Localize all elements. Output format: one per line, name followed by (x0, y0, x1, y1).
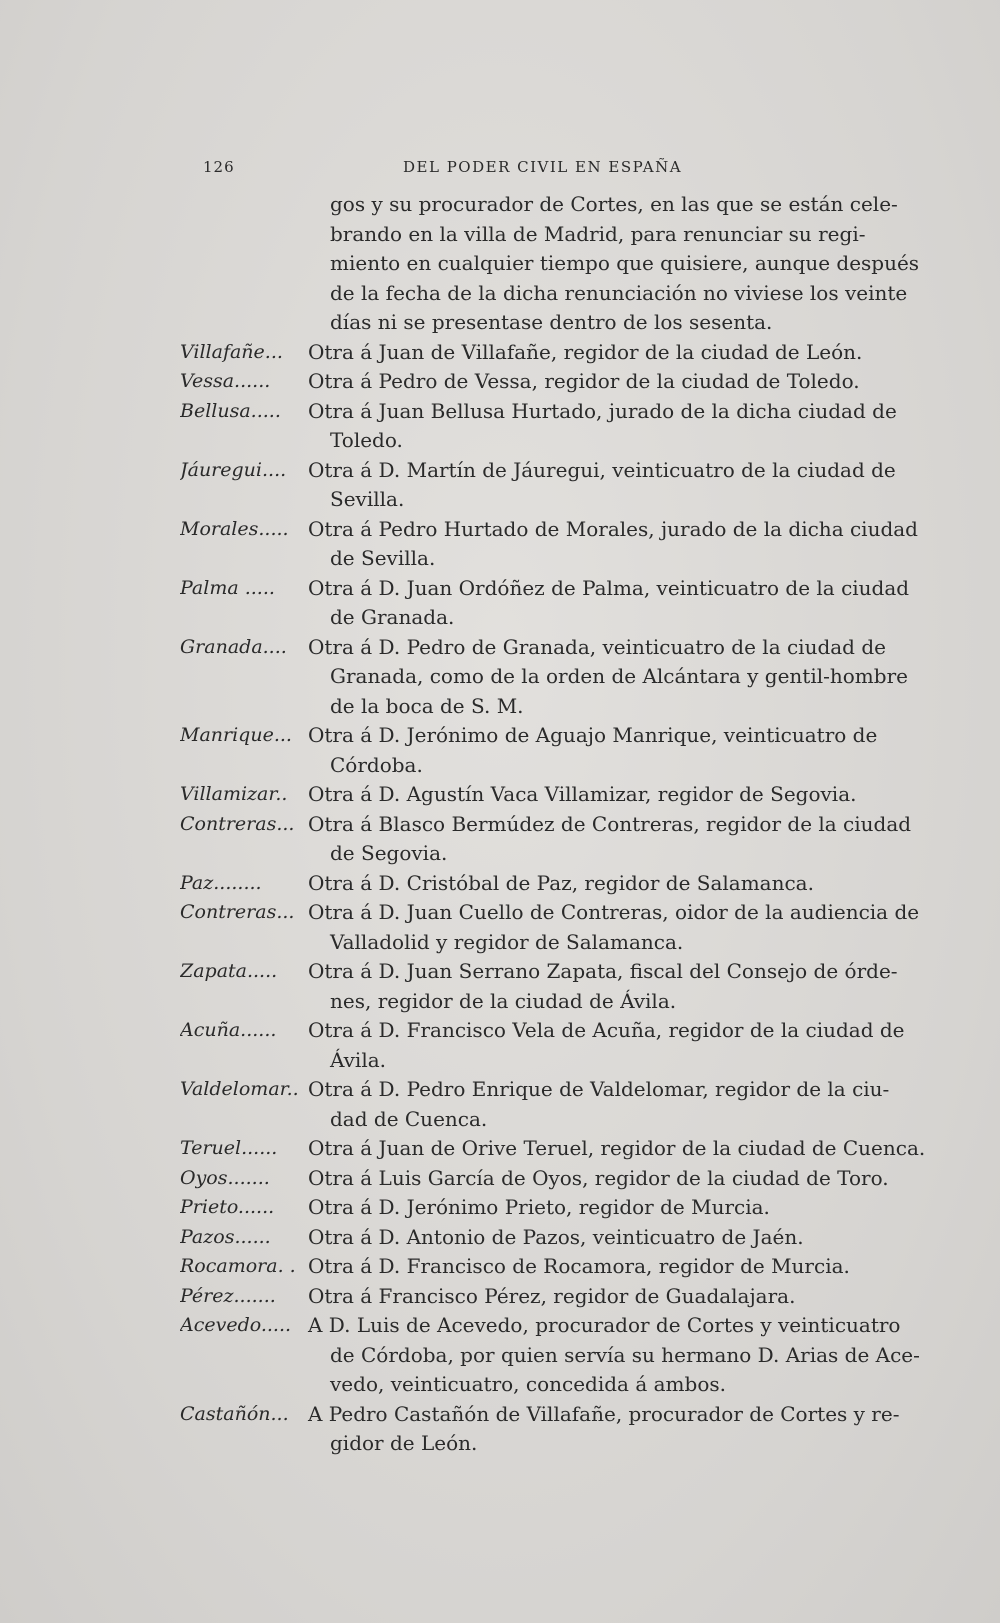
entry-line: Otra á D. Juan Cuello de Contreras, oidor de la audiencia de (308, 900, 920, 924)
entry-line: Otra á Juan de Villafañe, regidor de la ciudad de León. (308, 339, 863, 364)
margin-surname: Villamizar.. (180, 783, 288, 805)
entry-row (180, 810, 912, 869)
intro-line: miento en cualquier tiempo que quisiere, aunque después (330, 251, 920, 275)
margin-surname: Bellusa..... (180, 399, 281, 422)
entry-line: Otra á D. Martín de Jáuregui, veinticuatro de la ciudad de (308, 457, 896, 482)
entry-line: Otra á D. Juan Serrano Zapata, fiscal del Consejo de órde- (308, 959, 898, 983)
entry-text (308, 780, 880, 810)
entry-line: Otra á D. Jerónimo de Aguajo Manrique, veinticuatro de (308, 723, 878, 747)
entry-text (308, 456, 896, 515)
entry-text (308, 633, 908, 722)
margin-surname: Valdelomar.. (180, 1078, 299, 1100)
entry-row (180, 1282, 880, 1312)
entry-line: dad de Cuenca. (330, 1106, 488, 1131)
entry-line: Otra á Pedro de Vessa, regidor de la ciudad de Toledo. (308, 369, 860, 393)
entry-row (180, 367, 880, 397)
entry-text (308, 1164, 889, 1194)
entry-text (308, 1252, 880, 1282)
intro-line: brando en la villa de Madrid, para renunciar su regi- (330, 221, 866, 246)
entry-text (308, 1223, 880, 1253)
entry-row (180, 1223, 880, 1253)
entry-line: Otra á Luis García de Oyos, regidor de la ciudad de Toro. (308, 1165, 889, 1190)
entry-text (308, 898, 920, 957)
entry-line: de Sevilla. (330, 546, 436, 570)
entry-row (180, 898, 920, 957)
entry-text (308, 1282, 880, 1312)
margin-surname: Contreras... (180, 901, 295, 923)
entry-line: Valladolid y regidor de Salamanca. (330, 929, 684, 954)
margin-surname: Contreras... (180, 812, 295, 835)
entry-text (308, 397, 897, 456)
margin-surname: Rocamora. . (180, 1255, 296, 1277)
entry-line: A D. Luis de Acevedo, procurador de Cortes y veinticuatro (308, 1313, 901, 1337)
entry-row (180, 1075, 890, 1134)
entry-row (180, 633, 908, 722)
page-number: 126 (203, 158, 235, 176)
entry-row (180, 456, 896, 515)
margin-surname: Teruel...... (180, 1137, 278, 1159)
entry-line: Otra á D. Jerónimo Prieto, regidor de Murcia. (308, 1195, 770, 1219)
entry-row (180, 515, 918, 574)
intro-line: gos y su procurador de Cortes, en las que se están cele- (330, 192, 898, 216)
entry-text (308, 367, 880, 397)
entry-text (308, 957, 898, 1016)
margin-surname: Pérez....... (180, 1284, 276, 1307)
entry-row (180, 1164, 889, 1194)
entry-row (180, 869, 880, 899)
entry-row (180, 1311, 920, 1400)
entry-text (308, 574, 910, 633)
entry-text (308, 1400, 900, 1459)
entry-line: Otra á Blasco Bermúdez de Contreras, regidor de la ciudad (308, 811, 912, 836)
entry-line: Granada, como de la orden de Alcántara y gentil-hombre (330, 664, 908, 688)
entry-row (180, 780, 880, 810)
margin-surname: Castañón... (180, 1402, 289, 1425)
margin-surname: Palma ..... (180, 576, 275, 599)
margin-surname: Manrique... (180, 724, 292, 746)
entry-line: Otra á Juan Bellusa Hurtado, jurado de la dicha ciudad de (308, 398, 897, 423)
entry-text (308, 721, 880, 780)
entry-row (180, 957, 898, 1016)
entry-line: nes, regidor de la ciudad de Ávila. (330, 988, 677, 1013)
margin-surname: Prieto...... (180, 1196, 275, 1218)
running-title: DEL PODER CIVIL EN ESPAÑA (403, 158, 683, 176)
entry-line: Otra á D. Cristóbal de Paz, regidor de Salamanca. (308, 870, 814, 895)
body-text (180, 190, 926, 1459)
entry-text (308, 810, 912, 869)
margin-surname: Morales..... (180, 517, 289, 540)
margin-surname: Paz........ (180, 871, 262, 894)
entry-line: Otra á Francisco Pérez, regidor de Guadalajara. (308, 1283, 796, 1308)
entry-text (308, 515, 918, 574)
entry-row (180, 397, 897, 456)
running-head (203, 158, 963, 182)
margin-surname: Acuña...... (180, 1019, 277, 1041)
margin-surname: Villafañe... (180, 340, 283, 363)
intro-line: días ni se presentase dentro de los sesenta. (330, 310, 773, 334)
entry-text (308, 1134, 926, 1164)
margin-surname: Pazos...... (180, 1225, 271, 1248)
entry-row (180, 1016, 905, 1075)
entry-line: A Pedro Castañón de Villafañe, procurador de Cortes y re- (308, 1401, 900, 1426)
entry-line: Toledo. (330, 428, 403, 452)
entry-line: Otra á D. Antonio de Pazos, veinticuatro de Jaén. (308, 1224, 804, 1249)
entry-text (308, 1193, 880, 1223)
margin-surname: Oyos....... (180, 1166, 270, 1189)
entry-text (308, 1016, 905, 1075)
entry-line: de Segovia. (330, 841, 448, 865)
entry-text (308, 1075, 890, 1134)
margin-surname: Jáuregui.... (180, 458, 287, 481)
entry-line: Otra á D. Pedro Enrique de Valdelomar, regidor de la ciu- (308, 1077, 890, 1101)
entry-line: Otra á D. Agustín Vaca Villamizar, regidor de Segovia. (308, 782, 857, 806)
entry-line: Otra á D. Pedro de Granada, veinticuatro de la ciudad de (308, 634, 886, 659)
entry-row (180, 1252, 880, 1282)
entry-line: de la boca de S. M. (330, 693, 524, 718)
entry-line: Otra á D. Francisco de Rocamora, regidor de Murcia. (308, 1254, 850, 1278)
entry-line: Córdoba. (330, 752, 423, 777)
entry-line: Otra á D. Juan Ordóñez de Palma, veinticuatro de la ciudad (308, 575, 910, 600)
entry-line: Otra á D. Francisco Vela de Acuña, regidor de la ciudad de (308, 1018, 905, 1042)
entries-list (180, 338, 926, 1459)
margin-surname: Vessa...... (180, 370, 271, 392)
entry-row (180, 338, 880, 368)
margin-surname: Zapata..... (180, 960, 278, 982)
entry-row (180, 574, 910, 633)
margin-surname: Acevedo..... (180, 1314, 292, 1336)
entry-text (308, 1311, 920, 1400)
entry-row (180, 1134, 926, 1164)
intro-line: de la fecha de la dicha renunciación no viviese los veinte (330, 280, 908, 305)
entry-line: gidor de León. (330, 1431, 478, 1455)
entry-line: Sevilla. (330, 487, 405, 511)
entry-row (180, 1193, 880, 1223)
entry-line: Ávila. (330, 1047, 387, 1072)
intro-paragraph (330, 190, 920, 338)
entry-line: vedo, veinticuatro, concedida á ambos. (330, 1372, 726, 1396)
entry-line: de Granada. (330, 605, 455, 629)
margin-surname: Granada.... (180, 635, 287, 658)
entry-row (180, 721, 880, 780)
entry-line: Otra á Pedro Hurtado de Morales, jurado de la dicha ciudad (308, 516, 918, 541)
entry-line: Otra á Juan de Orive Teruel, regidor de la ciudad de Cuenca. (308, 1136, 926, 1160)
entry-text (308, 338, 880, 368)
entry-text (308, 869, 880, 899)
entry-row (180, 1400, 900, 1459)
entry-line: de Córdoba, por quien servía su hermano D. Arias de Ace- (330, 1342, 920, 1367)
